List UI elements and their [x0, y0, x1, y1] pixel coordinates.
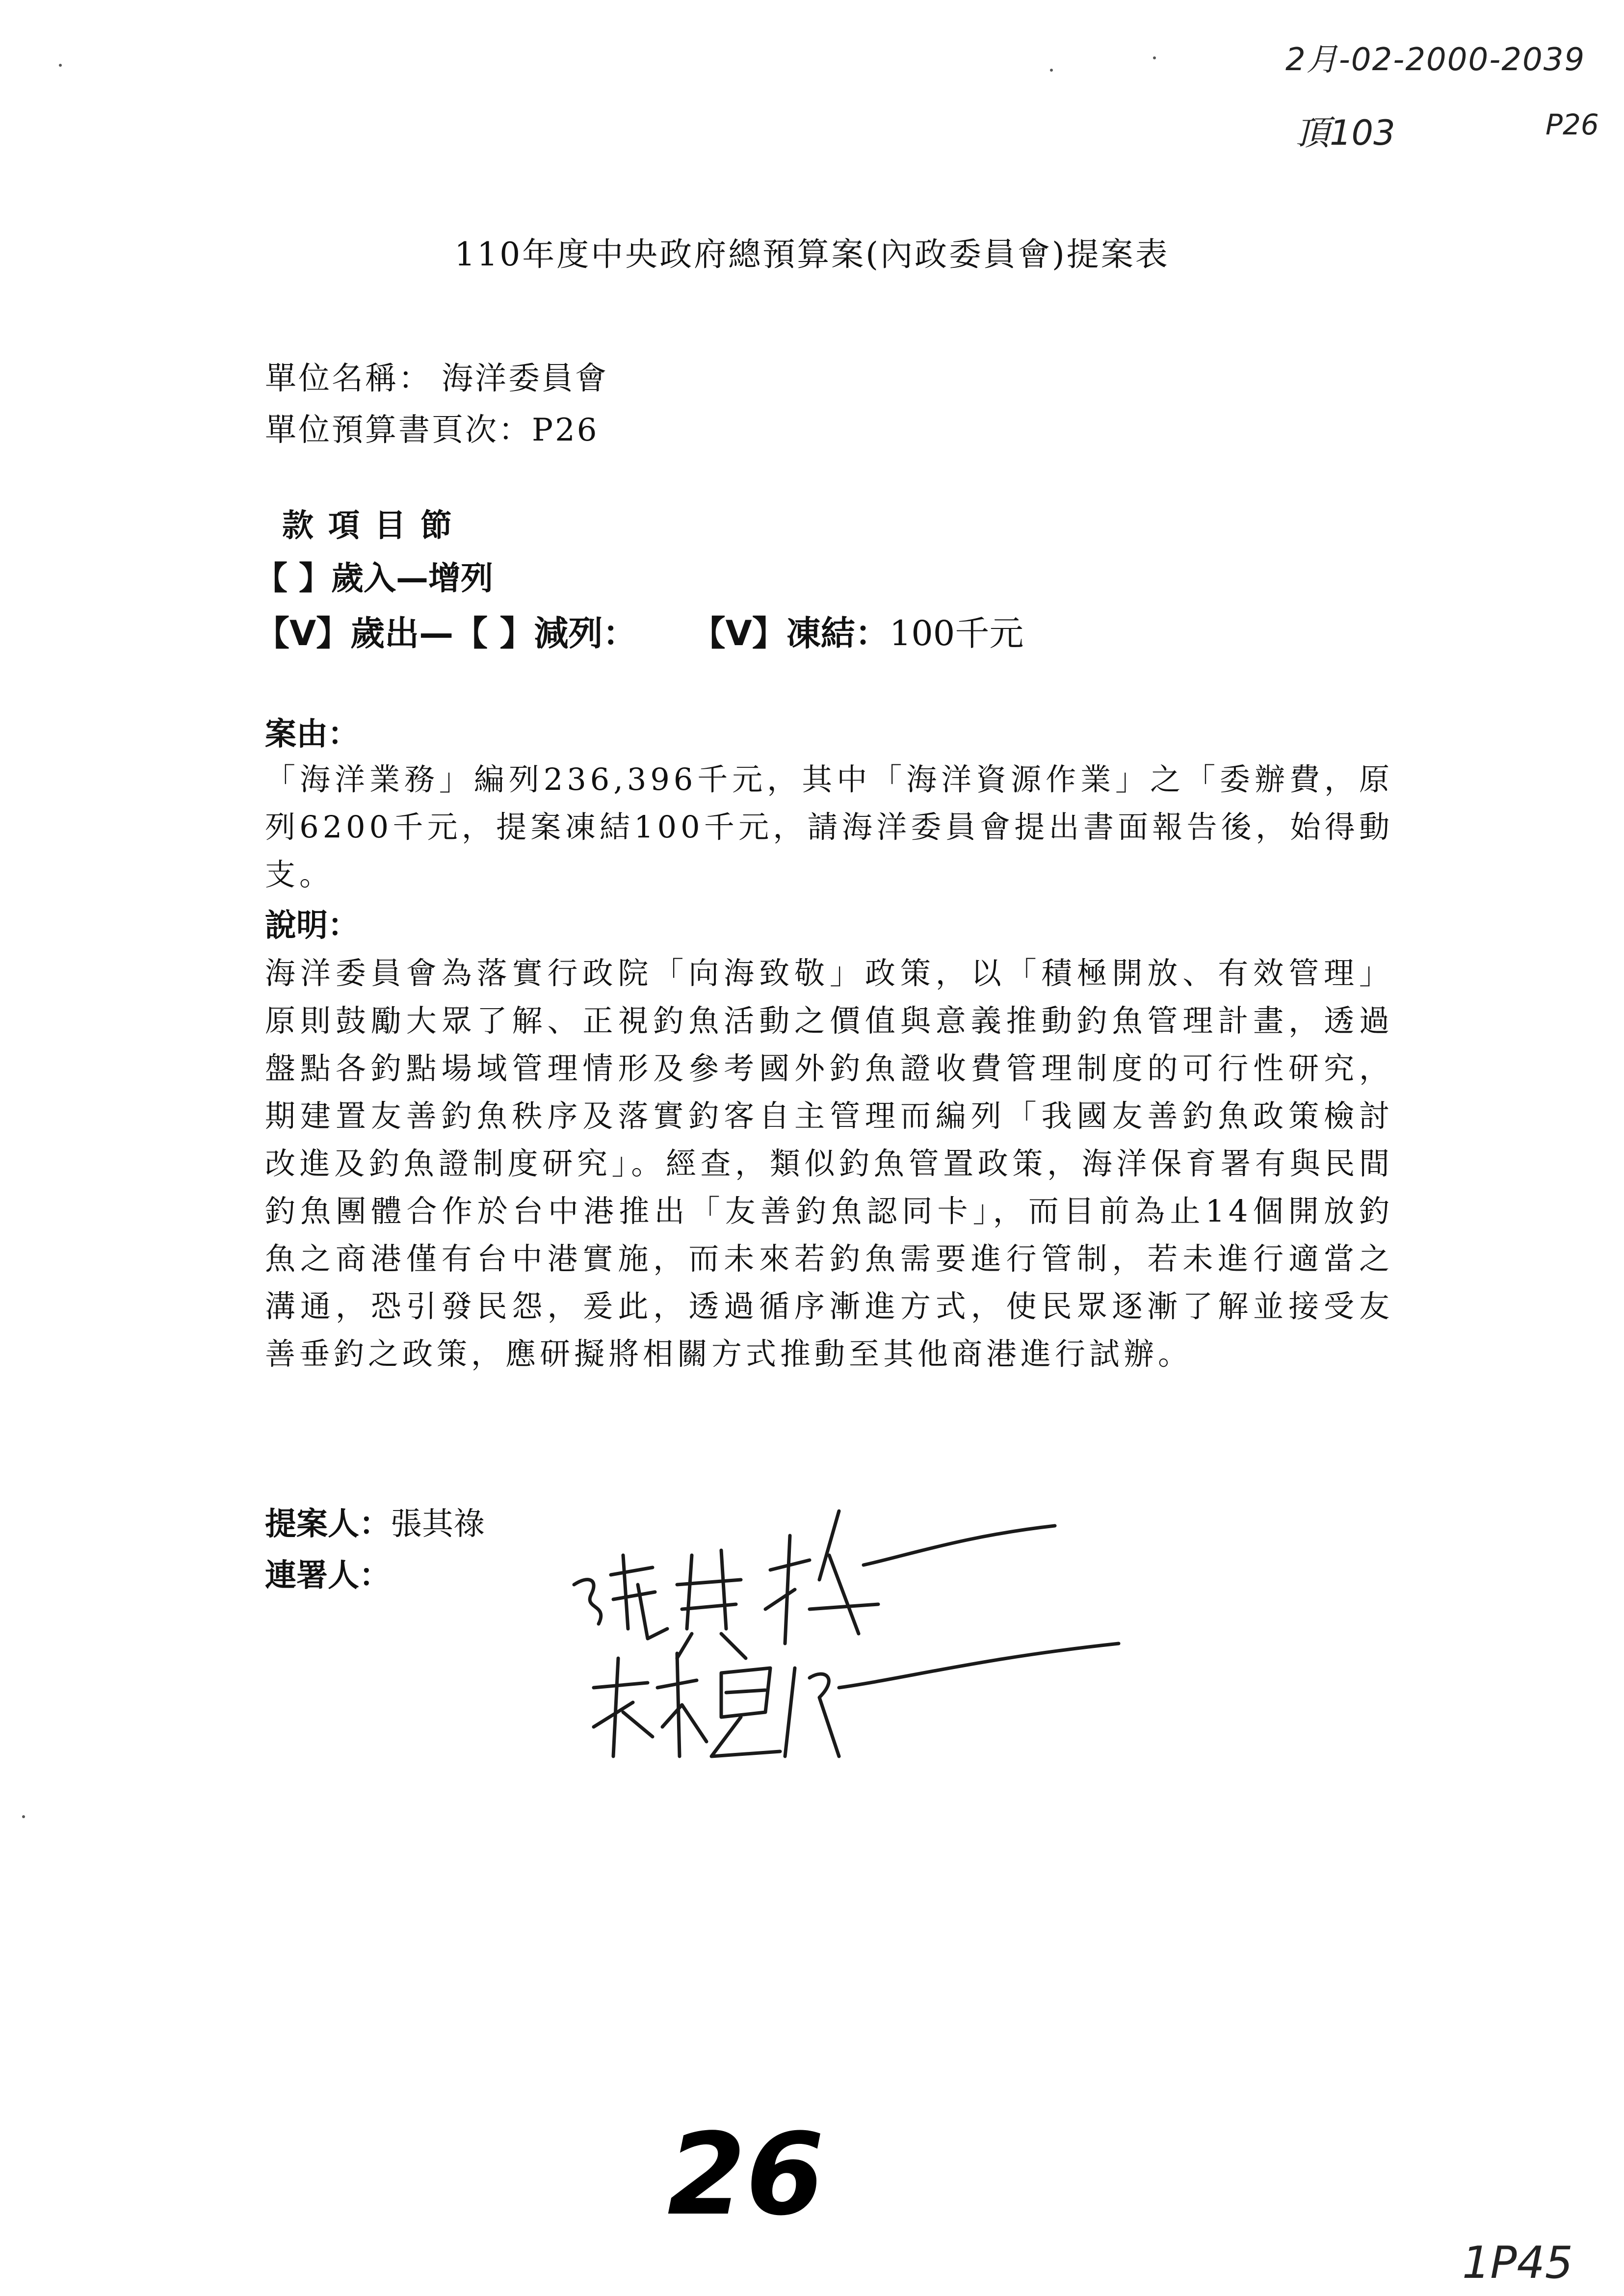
unit-page-row [265, 405, 599, 450]
income-row: 【 】歲入—增列 [255, 559, 493, 597]
freeze-amount: 100千元 [889, 613, 1024, 653]
unit-name-label: 單位名稱： [265, 361, 432, 397]
handwritten-volume: 頂103 [1295, 113, 1395, 153]
handwritten-signatures [564, 1482, 1128, 1786]
scan-speck [22, 1815, 25, 1818]
reason-label: 案由： [265, 716, 359, 753]
expense-row [255, 606, 1023, 655]
handwritten-page-number: 26 [667, 2110, 825, 2241]
cosigner-row: 連署人： [265, 1558, 391, 1594]
proposer-name: 張其祿 [391, 1506, 485, 1542]
unit-name-value: 海洋委員會 [442, 361, 608, 397]
unit-page-value: P26 [532, 412, 599, 448]
signature-lin [594, 1644, 1119, 1756]
page-title: 110年度中央政府總預算案(內政委員會)提案表 [454, 235, 1170, 273]
freeze-prefix: 【V】凍結： [691, 613, 890, 653]
expense-prefix: 【V】歲出—【 】減列： [255, 613, 637, 653]
proposer-row [265, 1499, 485, 1544]
description-text: 海洋委員會為落實行政院「向海致敬」政策，以「積極開放、有效管理」原則鼓勵大眾了解、正視釣魚活動之價值與意義推動釣魚管理計畫，透過盤點各釣點場域管理情形及參考國外釣魚證收費管理制度的可行性研究，期建置友善釣魚秩序及落實釣客自主管理而編列「我國友善釣魚政策檢討改進及釣魚證制度研究」。經查，類似釣魚管置政策，海洋保育署有與民間釣魚團體合作於台中港推出「友善釣魚認同卡」，而目前為止14個開放釣魚之商港僅有台中港實施，而未來若釣魚需要進行管制，若未進行適當之溝通，恐引發民怨，爰此，透過循序漸進方式，使民眾逐漸了解並接受友善垂釣之政策，應研擬將相關方式推動至其他商港進行試辦。 [265, 955, 1393, 1372]
unit-page-label: 單位預算書頁次： [265, 412, 532, 448]
signature-zhang [574, 1511, 1055, 1658]
description-label: 說明： [265, 908, 359, 944]
proposer-label: 提案人： [265, 1506, 391, 1542]
handwritten-corner-mark: 1P45 [1462, 2237, 1573, 2289]
scan-speck [1153, 56, 1156, 59]
scan-speck [1050, 69, 1053, 72]
reason-text: 「海洋業務」編列236,396千元，其中「海洋資源作業」之「委辦費，原列6200千元，提案凍結100千元，請海洋委員會提出書面報告後，始得動支。 [265, 761, 1393, 892]
section-heading: 款項目節 [282, 508, 467, 544]
unit-name-row [265, 353, 608, 398]
scan-speck [59, 64, 62, 67]
handwritten-code: 2月-02-2000-2039 [1285, 42, 1586, 78]
handwritten-page-mark: P26 [1545, 108, 1599, 141]
